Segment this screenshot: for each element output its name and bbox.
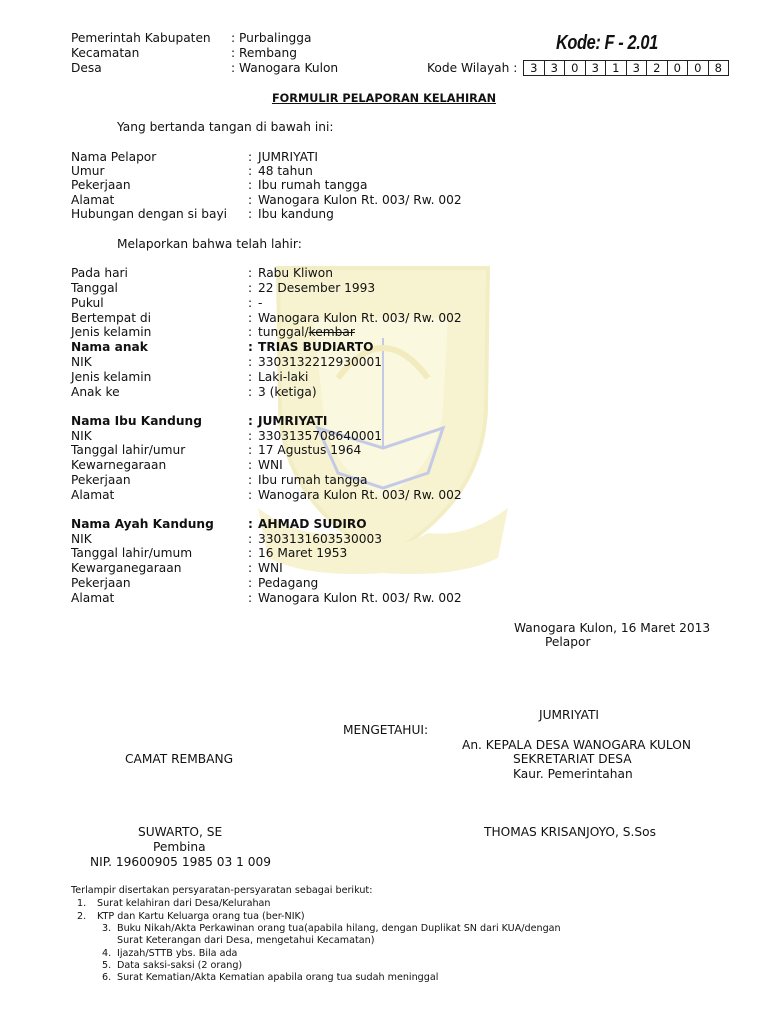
kode-digit: 3 xyxy=(544,60,566,76)
camat-name: SUWARTO, SE xyxy=(138,825,223,839)
header-value: : Rembang xyxy=(231,46,297,60)
field-label: Tanggal lahir/umur xyxy=(71,443,186,457)
form-code: Kode: F - 2.01 xyxy=(556,32,658,54)
attachments-intro: Terlampir disertakan persyaratan-persyaratan sebagai berikut: xyxy=(71,885,373,896)
header-value: : Purbalingga xyxy=(231,31,312,45)
kode-digit: 3 xyxy=(626,60,648,76)
field-value: Wanogara Kulon Rt. 003/ Rw. 002 xyxy=(258,488,462,502)
field-label: Tanggal lahir/umum xyxy=(71,546,193,560)
list-item xyxy=(102,960,242,973)
field-value: Ibu kandung xyxy=(258,207,334,221)
field-value: Laki-laki xyxy=(258,370,309,384)
kode-wilayah-label: Kode Wilayah : xyxy=(427,61,518,75)
field-label: NIK xyxy=(71,355,92,369)
field-label: Pada hari xyxy=(71,266,128,280)
kode-digit: 8 xyxy=(708,60,730,76)
field-value: 3303135708640001 xyxy=(258,429,383,443)
field-value: Wanogara Kulon Rt. 003/ Rw. 002 xyxy=(258,591,462,605)
field-label: Alamat xyxy=(71,193,115,207)
field-value: 16 Maret 1953 xyxy=(258,546,348,560)
list-text: Data saksi-saksi (2 orang) xyxy=(117,960,243,971)
field-value: 22 Desember 1993 xyxy=(258,281,376,295)
lahir-intro-text: Melaporkan bahwa telah lahir: xyxy=(117,237,302,251)
list-text: Buku Nikah/Akta Perkawinan orang tua(apabila hilang, dengan Duplikat SN dari KUA/dengan xyxy=(117,923,561,934)
field-label: NIK xyxy=(71,429,92,443)
field-value: 3303131603530003 xyxy=(258,532,383,546)
field-label: NIK xyxy=(71,532,92,546)
list-text: Ijazah/STTB ybs. Bila ada xyxy=(117,948,238,959)
field-value: JUMRIYATI xyxy=(258,414,328,428)
list-number: 1. xyxy=(77,898,87,909)
kode-digit: 0 xyxy=(564,60,586,76)
field-value: - xyxy=(258,296,263,310)
list-number: 2. xyxy=(77,911,87,922)
field-value: WNI xyxy=(258,561,283,575)
field-value: Rabu Kliwon xyxy=(258,266,333,280)
list-item xyxy=(77,911,305,924)
header-label: Pemerintah Kabupaten xyxy=(71,31,211,45)
kades-line-3: Kaur. Pemerintahan xyxy=(513,767,633,781)
form-title: FORMULIR PELAPORAN KELAHIRAN xyxy=(271,92,497,105)
field-label: Pekerjaan xyxy=(71,576,131,590)
kode-digit: 0 xyxy=(667,60,689,76)
kades-line-2: SEKRETARIAT DESA xyxy=(513,752,632,766)
struck-value-part: kembar xyxy=(308,325,355,339)
list-number: 3. xyxy=(102,923,112,934)
field-label: Hubungan dengan si bayi xyxy=(71,207,228,221)
field-label: Jenis kelamin xyxy=(71,370,152,384)
list-number: 5. xyxy=(102,960,112,971)
list-text: Surat kelahiran dari Desa/Kelurahan xyxy=(97,898,271,909)
field-label: Pekerjaan xyxy=(71,473,131,487)
kode-digit: 3 xyxy=(585,60,607,76)
field-label: Umur xyxy=(71,164,105,178)
field-value: Wanogara Kulon Rt. 003/ Rw. 002 xyxy=(258,193,462,207)
list-text: Surat Keterangan dari Desa, mengetahui Kecamatan) xyxy=(117,935,375,946)
intro-text: Yang bertanda tangan di bawah ini: xyxy=(117,120,334,134)
list-item xyxy=(117,935,374,948)
camat-rank: Pembina xyxy=(153,840,206,854)
kaur-name: THOMAS KRISANJOYO, S.Sos xyxy=(484,825,656,839)
list-text: KTP dan Kartu Keluarga orang tua (ber-NIK) xyxy=(97,911,305,922)
field-value: JUMRIYATI xyxy=(258,150,319,164)
list-item xyxy=(102,972,438,985)
field-label: Jenis kelamin xyxy=(71,325,152,339)
kode-wilayah-boxes xyxy=(523,60,729,76)
field-value: Wanogara Kulon Rt. 003/ Rw. 002 xyxy=(258,311,462,325)
mengetahui-label: MENGETAHUI: xyxy=(343,723,429,737)
list-number: 4. xyxy=(102,948,112,959)
field-label: Nama Ayah Kandung xyxy=(71,517,214,531)
field-label: Bertempat di xyxy=(71,311,151,325)
field-label: Nama Pelapor xyxy=(71,150,157,164)
field-label: Nama anak xyxy=(71,340,148,354)
field-label: Alamat xyxy=(71,488,115,502)
field-value: Ibu rumah tangga xyxy=(258,178,368,192)
field-label: Nama Ibu Kandung xyxy=(71,414,202,428)
kode-digit: 0 xyxy=(687,60,709,76)
pelapor-name: JUMRIYATI xyxy=(539,708,600,722)
kode-digit: 3 xyxy=(523,60,545,76)
field-value: 3 (ketiga) xyxy=(258,385,317,399)
field-value: Pedagang xyxy=(258,576,319,590)
camat-title: CAMAT REMBANG xyxy=(125,752,234,766)
field-label: Alamat xyxy=(71,591,115,605)
field-label: Kewarnegaraan xyxy=(71,458,167,472)
field-value xyxy=(258,325,355,340)
field-value: 48 tahun xyxy=(258,164,313,178)
list-item xyxy=(102,948,237,961)
list-number: 6. xyxy=(102,972,112,983)
header-label: Desa xyxy=(71,61,102,75)
field-label: Tanggal xyxy=(71,281,118,295)
field-value: WNI xyxy=(258,458,283,472)
field-value: AHMAD SUDIRO xyxy=(258,517,367,531)
kode-digit: 2 xyxy=(646,60,668,76)
pelapor-title: Pelapor xyxy=(545,635,591,649)
field-value: 17 Agustus 1964 xyxy=(258,443,362,457)
field-label: Kewarganegaraan xyxy=(71,561,182,575)
field-label: Pekerjaan xyxy=(71,178,131,192)
kades-line-1: An. KEPALA DESA WANOGARA KULON xyxy=(462,738,691,752)
field-label: Anak ke xyxy=(71,385,120,399)
field-value: Ibu rumah tangga xyxy=(258,473,368,487)
header-value: : Wanogara Kulon xyxy=(231,61,339,75)
kode-digit: 1 xyxy=(605,60,627,76)
list-item xyxy=(102,923,561,936)
field-label: Pukul xyxy=(71,296,104,310)
header-label: Kecamatan xyxy=(71,46,140,60)
list-text: Surat Kematian/Akta Kematian apabila orang tua sudah meninggal xyxy=(117,972,439,983)
camat-nip: NIP. 19600905 1985 03 1 009 xyxy=(90,855,271,869)
place-date: Wanogara Kulon, 16 Maret 2013 xyxy=(514,621,711,635)
list-item xyxy=(77,898,271,911)
field-value: 3303132212930001 xyxy=(258,355,383,369)
value-part: tunggal/ xyxy=(258,325,309,339)
field-value: TRIAS BUDIARTO xyxy=(258,340,374,354)
